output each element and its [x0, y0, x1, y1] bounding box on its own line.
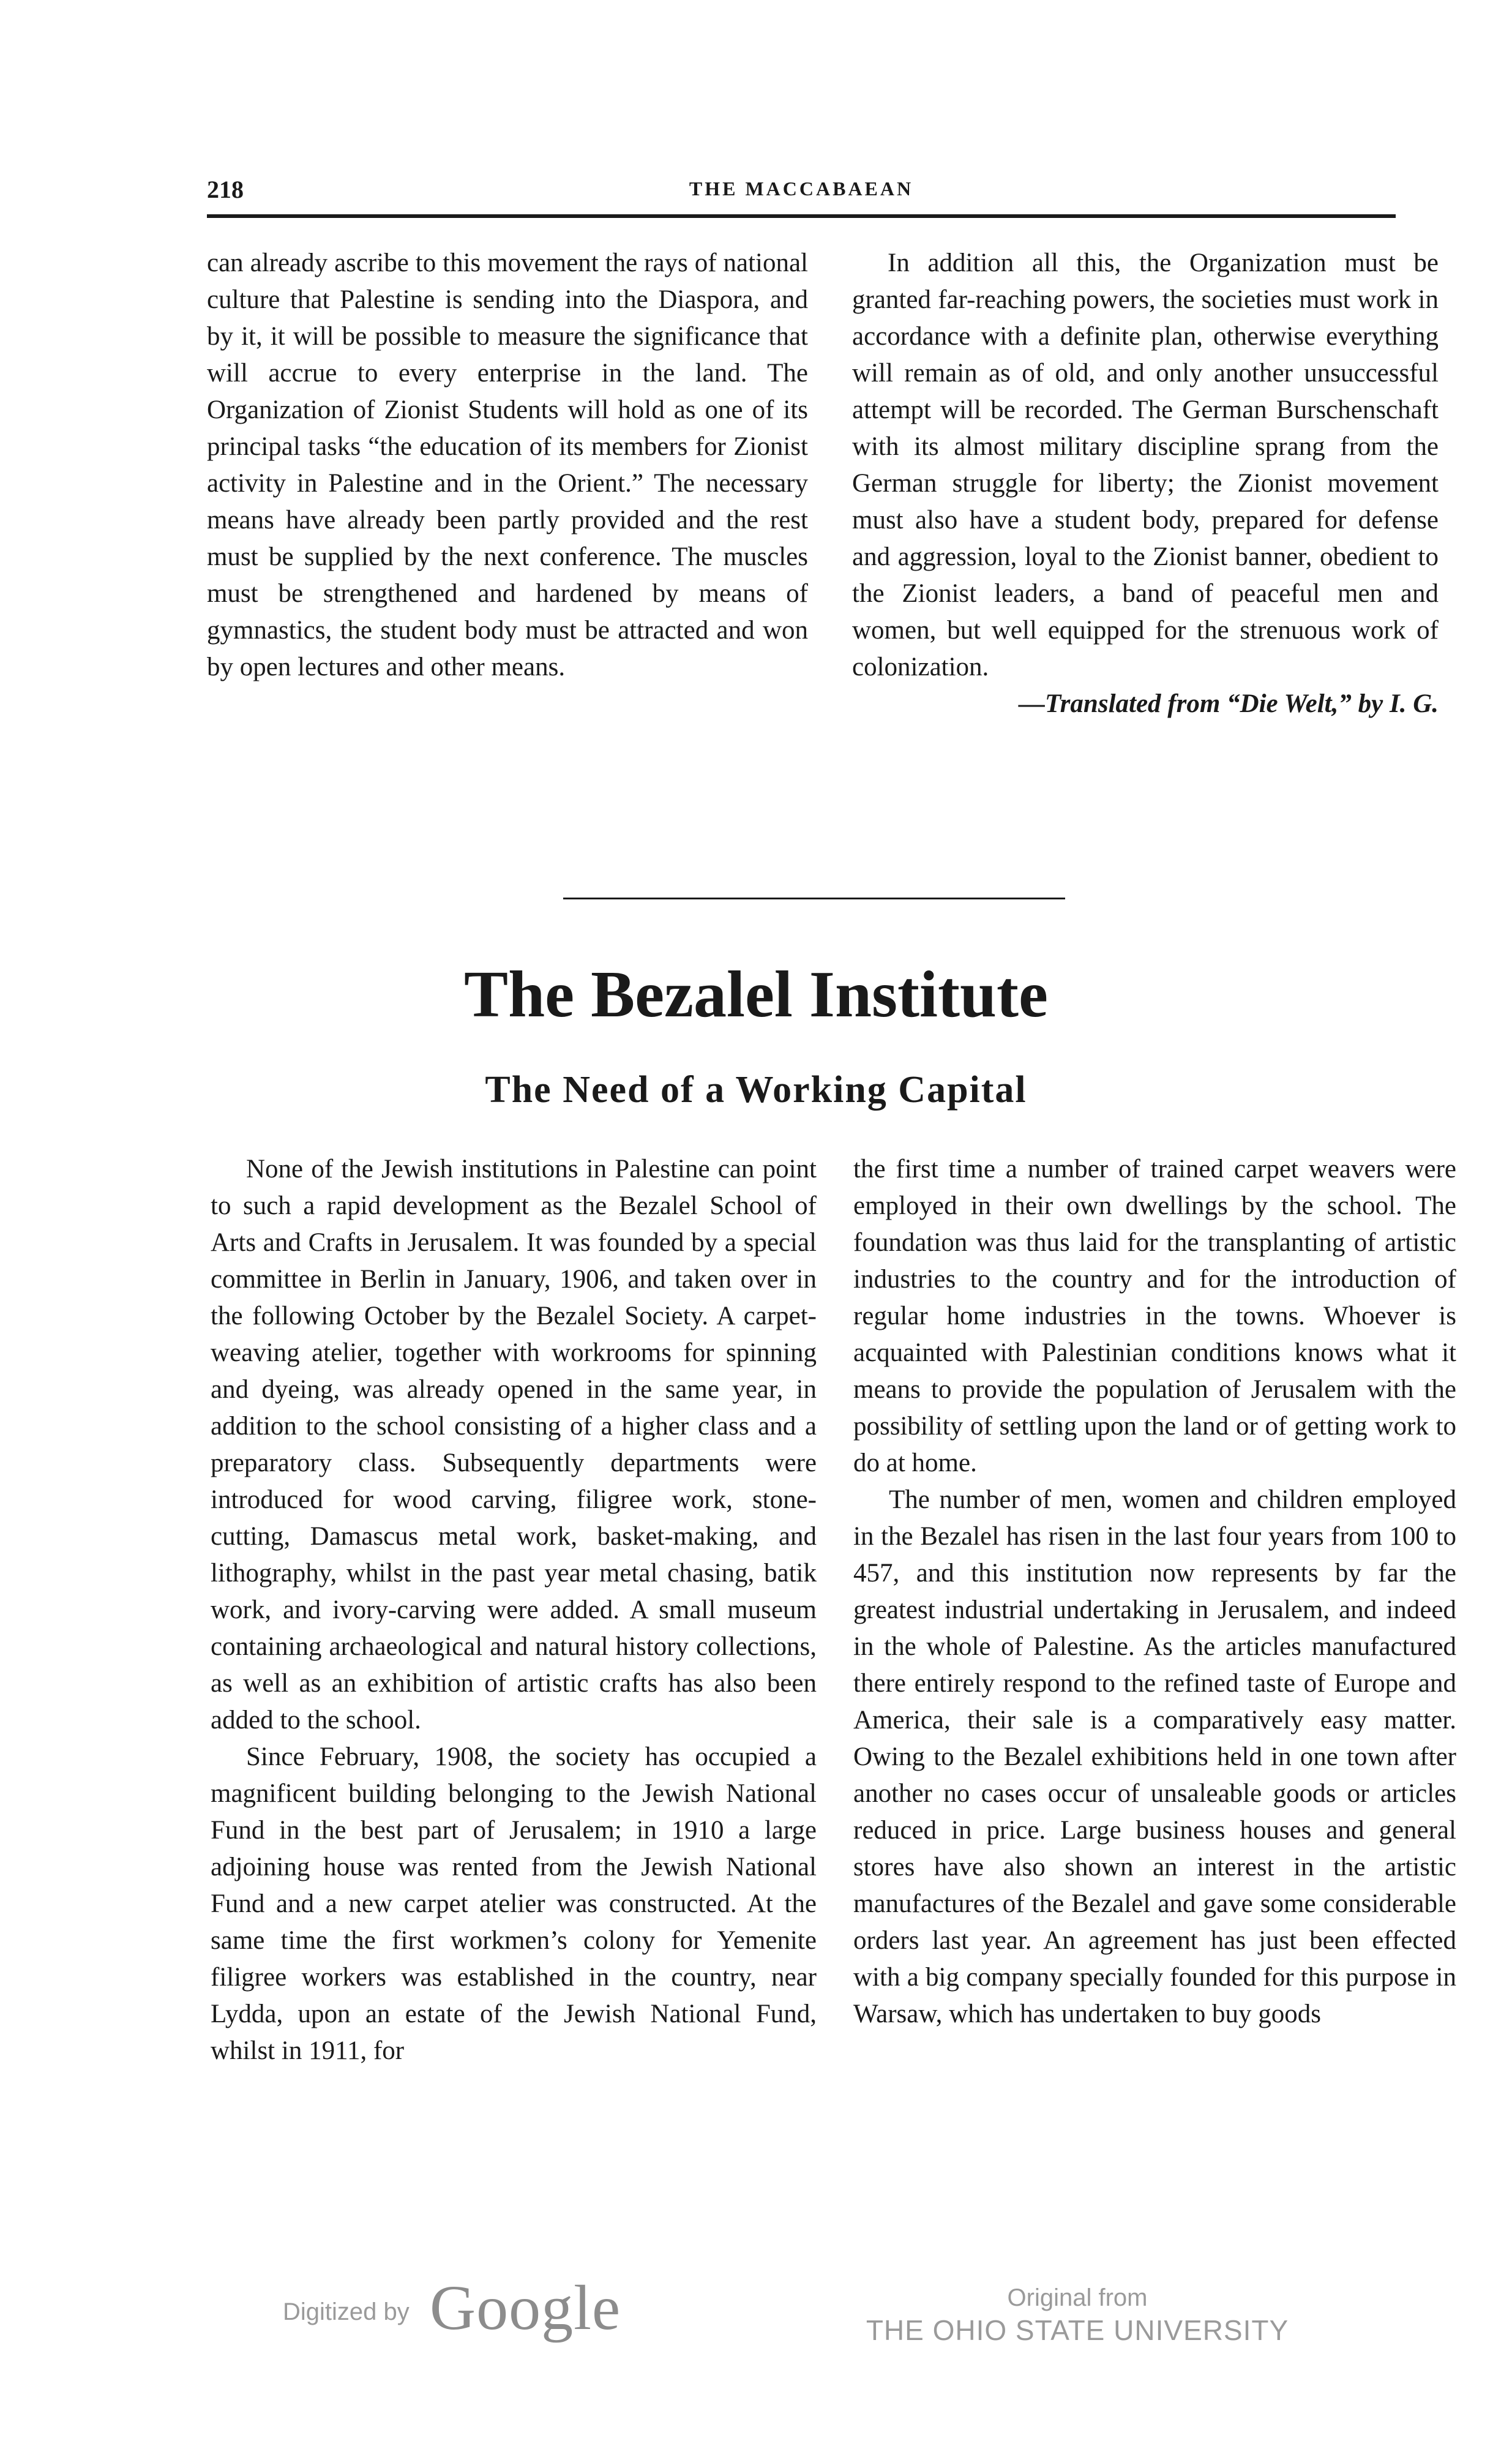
paragraph: The number of men, women and children employed in the Bezalel has risen in the last four years from 100 to 457, and this institution now represents by far the greatest industrial undertaking in Jerusalem, and indeed in the whole of Palestine. As the articles manufactured there entirely respond to the refined taste of Europe and America, their sale is a comparatively easy matter. Owing to the Bezalel exhibitions held in one town after another no cases occur of unsaleable goods or articles reduced in price. Large business houses and general stores have also shown an interest in the artistic manufactures of the Bezalel and gave some considerable orders last year. An agreement has just been effected with a big company specially founded for this purpose in Warsaw, which has undertaken to buy goods — [853, 1485, 1456, 2028]
digitized-by-label: Digitized by — [283, 2298, 410, 2325]
source-watermark — [845, 2282, 1310, 2347]
article-left-column — [211, 1151, 817, 2069]
header-rule — [207, 214, 1396, 218]
running-head: THE MACCABAEAN — [689, 178, 914, 200]
paragraph: can already ascribe to this movement the rays of national culture that Palestine is sending into the Diaspora, and by it, it will be possible to measure the significance that will accrue to every enterprise in the land. The Organization of Zionist Students will hold as one of its principal tasks “the education of its members for Zionist activity in Palestine and in the Orient.” The necessary means have already been partly provided and the rest must be supplied by the next conference. The muscles must be strengthened and hardened by means of gymnastics, the student body must be attracted and won by open lectures and other means. — [207, 249, 808, 681]
page-header — [207, 175, 1396, 212]
previous-article-left-column — [207, 245, 808, 686]
google-logo: Google — [430, 2273, 621, 2343]
page-number: 218 — [207, 176, 244, 203]
article-subtitle: The Need of a Working Capital — [485, 1069, 1027, 1111]
article-title: The Bezalel Institute — [464, 958, 1048, 1031]
paragraph: In addition all this, the Organization must be granted far-reaching powers, the societies must work in accordance with a definite plan, otherwise everything will remain as of old, and only another unsuccessful attempt will be recorded. The German Burschenschaft with its almost military discipline sprang from the German struggle for liberty; the Zionist movement must also have a student body, prepared for defense and aggression, loyal to the Zionist banner, obedient to the Zionist leaders, a band of peaceful men and women, but well equipped for the strenuous work of colonization. — [852, 249, 1439, 681]
original-from-label: Original from — [1007, 2284, 1148, 2311]
section-divider — [563, 898, 1065, 899]
previous-article-right-column — [852, 245, 1439, 722]
translation-credit: —Translated from “Die Welt,” by I. G. — [1019, 689, 1439, 718]
paragraph: None of the Jewish institutions in Palestine can point to such a rapid development as the Bezalel School of Arts and Crafts in Jerusalem. It was founded by a special committee in Berlin in January, 1906, and taken over in the following October by the Bezalel Society. A carpet-weaving atelier, together with workrooms for spinning and dyeing, was already opened in the same year, in addition to the school consisting of a higher class and a preparatory class. Subsequently departments were introduced for wood carving, filigree work, stone-cutting, Damascus metal work, basket-making, and lithography, whilst in the past year metal chasing, batik work, and ivory-carving were added. A small museum containing archaeological and natural history collections, as well as an exhibition of artistic crafts has also been added to the school. — [211, 1155, 817, 1735]
paragraph: the first time a number of trained carpet weavers were employed in their own dwellings by the school. The foundation was thus laid for the transplanting of artistic industries to the country and for the introduction of regular home industries in the towns. Whoever is acquainted with Palestinian conditions knows what it means to provide the population of Jerusalem with the possibility of settling upon the land or of getting work to do at home. — [853, 1155, 1456, 1477]
institution-name: THE OHIO STATE UNIVERSITY — [866, 2314, 1289, 2346]
digitized-by-watermark — [283, 2271, 626, 2345]
article-right-column — [853, 1151, 1456, 2033]
paragraph: Since February, 1908, the society has occupied a magnificent building belonging to the Jewish National Fund in the best part of Jerusalem; in 1910 a large adjoining house was rented from the Jewish National Fund and a new carpet atelier was constructed. At the same time the first workmen’s colony for Yemenite filigree workers was established in the country, near Lydda, upon an estate of the Jewish National Fund, whilst in 1911, for — [211, 1742, 817, 2065]
